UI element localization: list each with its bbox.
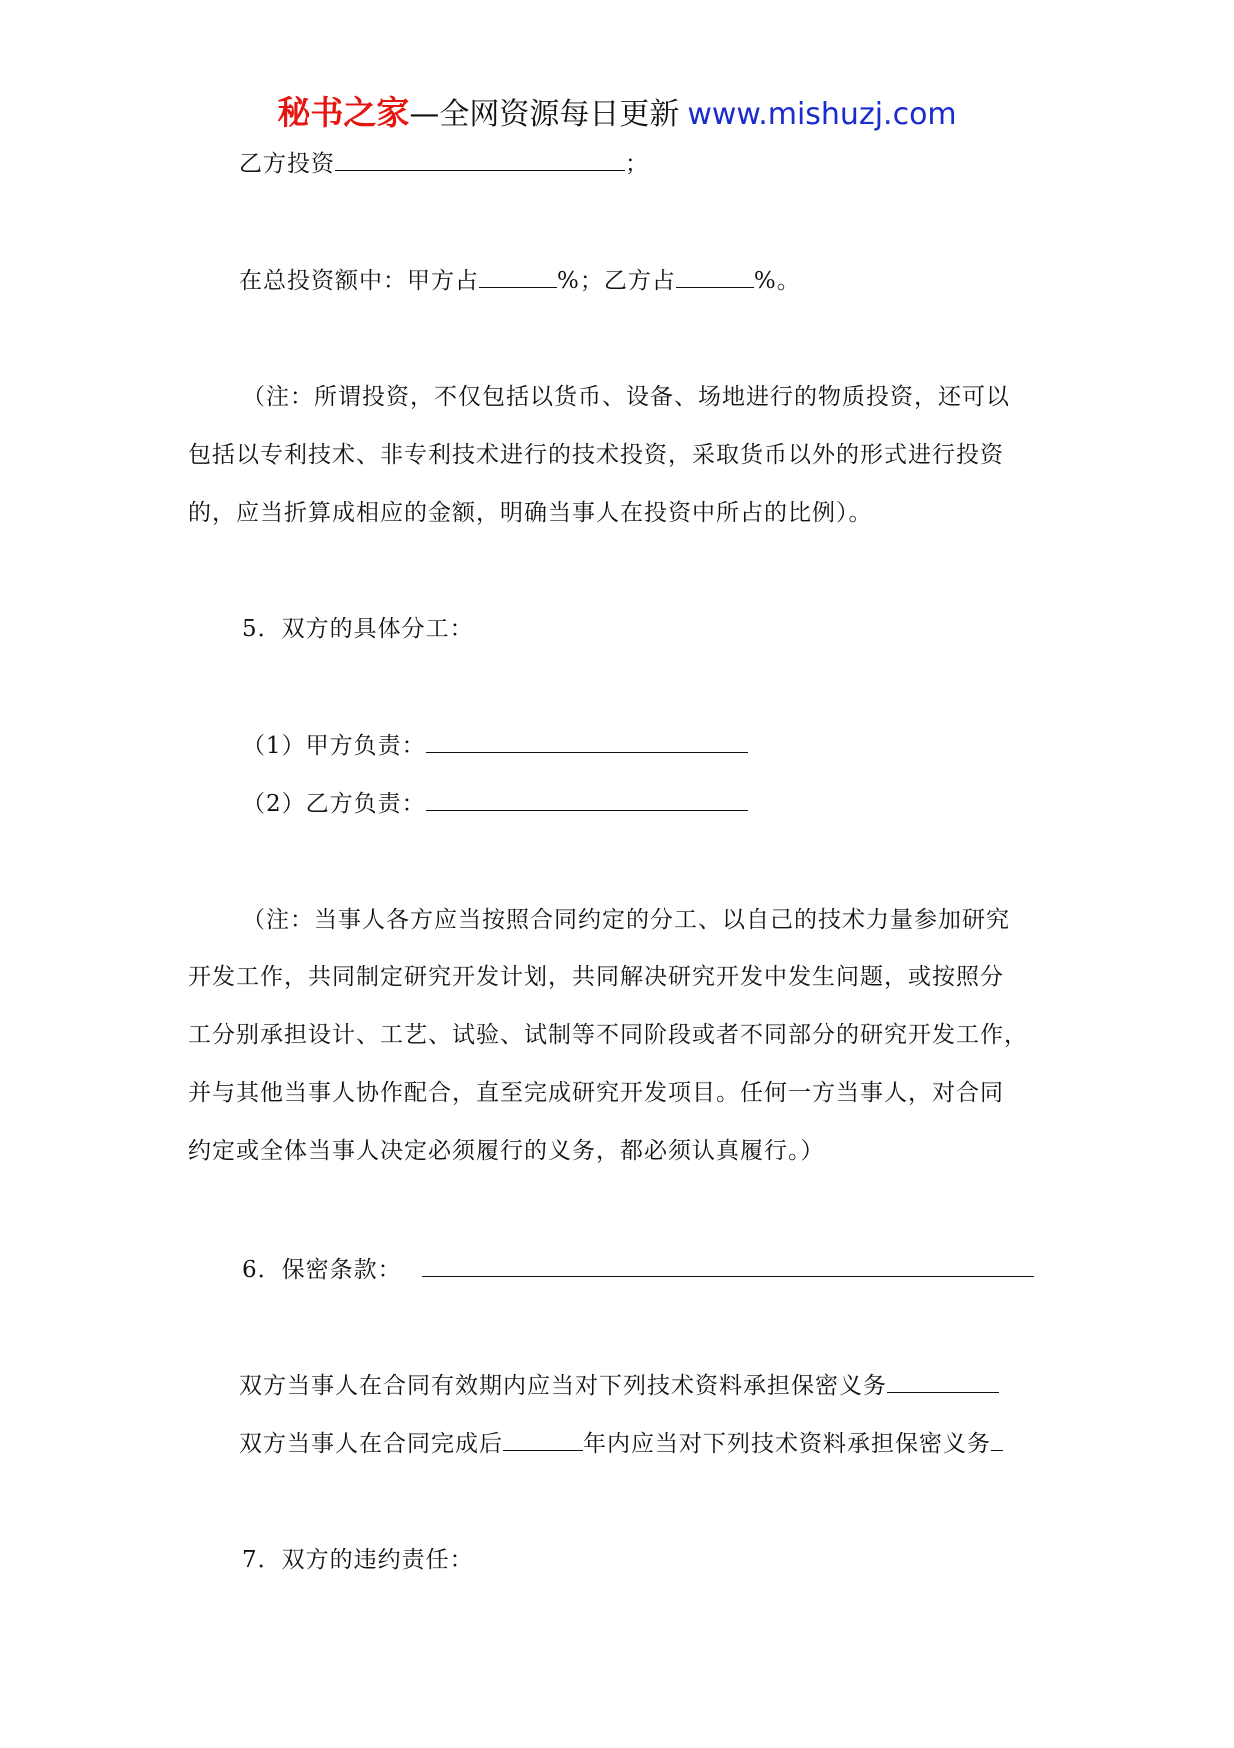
section-7-title: 7．双方的违约责任： bbox=[242, 1547, 474, 1573]
ratio-prefix: 在总投资额中：甲方占 bbox=[239, 268, 479, 294]
semicolon: ； bbox=[625, 151, 649, 177]
section-6-line bbox=[242, 1254, 1034, 1285]
yifang-ratio-blank[interactable] bbox=[676, 265, 754, 288]
note2-line: 工分别承担设计、工艺、试验、试制等不同阶段或者不同部分的研究开发工作， bbox=[188, 1022, 1028, 1048]
note2-line: 约定或全体当事人决定必须履行的义务，都必须认真履行。） bbox=[188, 1138, 825, 1164]
ratio-mid: %；乙方占 bbox=[557, 268, 676, 294]
confidential-after-prefix: 双方当事人在合同完成后 bbox=[239, 1431, 503, 1457]
ratio-suffix: %。 bbox=[753, 268, 801, 294]
yifang-duty-blank[interactable] bbox=[426, 788, 748, 811]
site-header bbox=[0, 93, 1234, 135]
section-6-title: 6．保密条款： bbox=[242, 1257, 402, 1283]
yifang-investment-line bbox=[239, 148, 649, 179]
note2-line: 并与其他当事人协作配合，直至完成研究开发项目。任何一方当事人，对合同 bbox=[188, 1080, 1004, 1106]
jiafang-duty-blank[interactable] bbox=[426, 730, 748, 753]
note1-line: 的，应当折算成相应的金额，明确当事人在投资中所占的比例）。 bbox=[188, 500, 873, 526]
yifang-investment-blank[interactable] bbox=[335, 148, 625, 171]
confidential-during-text: 双方当事人在合同有效期内应当对下列技术资料承担保密义务 bbox=[239, 1373, 887, 1399]
confidentiality-blank[interactable] bbox=[422, 1254, 1034, 1277]
confidential-during-blank[interactable] bbox=[887, 1370, 999, 1393]
note2-line: （注：当事人各方应当按照合同约定的分工、以自己的技术力量参加研究 bbox=[242, 907, 1010, 933]
yifang-duty-label: （2）乙方负责： bbox=[242, 791, 426, 817]
brand-logo-text: 秘书之家 bbox=[277, 93, 410, 132]
note2-line: 开发工作，共同制定研究开发计划，共同解决研究开发中发生问题，或按照分 bbox=[188, 964, 1004, 990]
confidential-after-line bbox=[239, 1428, 1003, 1459]
confidential-years-blank[interactable] bbox=[503, 1428, 583, 1451]
investment-ratio-line bbox=[239, 265, 801, 296]
header-tagline: —全网资源每日更新 bbox=[409, 97, 680, 132]
note1-line: （注：所谓投资，不仅包括以货币、设备、场地进行的物质投资，还可以 bbox=[242, 384, 1010, 410]
yifang-investment-label: 乙方投资 bbox=[239, 151, 335, 177]
yifang-duty-line bbox=[242, 788, 748, 819]
section-5-title: 5．双方的具体分工： bbox=[242, 616, 474, 642]
confidential-after-blank[interactable] bbox=[991, 1428, 1003, 1451]
jiafang-duty-line bbox=[242, 730, 748, 761]
confidential-during-line bbox=[239, 1370, 999, 1401]
note1-line: 包括以专利技术、非专利技术进行的技术投资，采取货币以外的形式进行投资 bbox=[188, 442, 1004, 468]
jiafang-ratio-blank[interactable] bbox=[479, 265, 557, 288]
jiafang-duty-label: （1）甲方负责： bbox=[242, 733, 426, 759]
site-url-link[interactable]: www.mishuzj.com bbox=[687, 97, 957, 132]
confidential-after-suffix: 年内应当对下列技术资料承担保密义务 bbox=[583, 1431, 991, 1457]
